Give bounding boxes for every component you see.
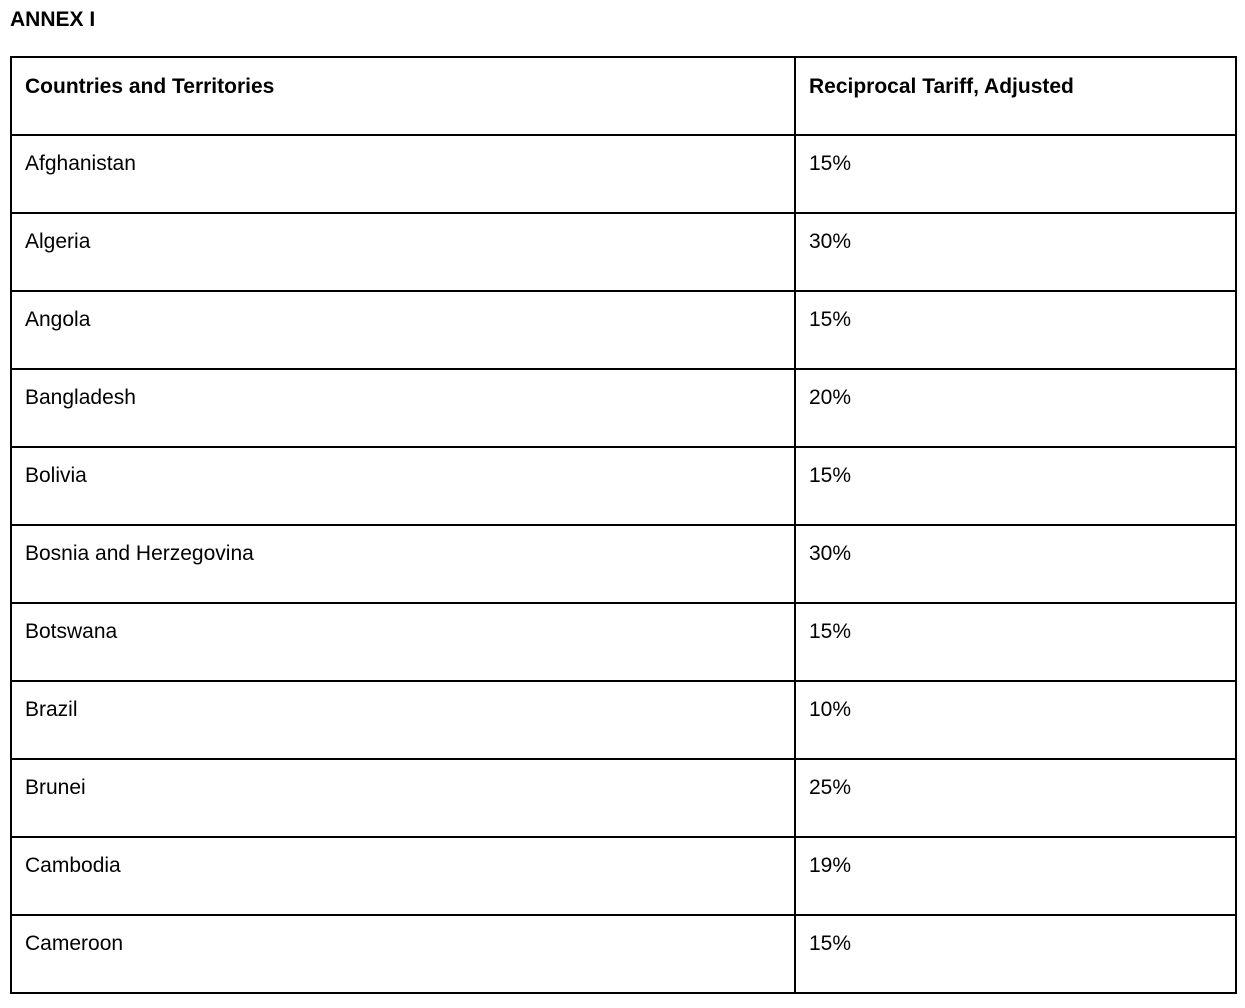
country-cell: Angola (11, 291, 795, 369)
tariff-cell: 15% (795, 915, 1236, 993)
column-header-tariff: Reciprocal Tariff, Adjusted (795, 57, 1236, 135)
country-cell: Botswana (11, 603, 795, 681)
table-row (11, 135, 1236, 213)
tariff-cell: 20% (795, 369, 1236, 447)
table-row (11, 369, 1236, 447)
table-row (11, 837, 1236, 915)
table-row (11, 291, 1236, 369)
country-cell: Bosnia and Herzegovina (11, 525, 795, 603)
country-cell: Cambodia (11, 837, 795, 915)
tariff-cell: 10% (795, 681, 1236, 759)
table-header-row (11, 57, 1236, 135)
country-cell: Algeria (11, 213, 795, 291)
table-row (11, 213, 1236, 291)
table-row (11, 447, 1236, 525)
country-cell: Bangladesh (11, 369, 795, 447)
country-cell: Brunei (11, 759, 795, 837)
tariff-cell: 30% (795, 213, 1236, 291)
table-row (11, 681, 1236, 759)
tariff-cell: 15% (795, 447, 1236, 525)
tariff-cell: 15% (795, 135, 1236, 213)
table-row (11, 525, 1236, 603)
country-cell: Bolivia (11, 447, 795, 525)
tariff-cell: 30% (795, 525, 1236, 603)
country-cell: Cameroon (11, 915, 795, 993)
page-title: ANNEX I (10, 8, 96, 31)
table-row (11, 915, 1236, 993)
table-row (11, 759, 1236, 837)
tariff-cell: 19% (795, 837, 1236, 915)
country-cell: Brazil (11, 681, 795, 759)
tariff-cell: 25% (795, 759, 1236, 837)
country-cell: Afghanistan (11, 135, 795, 213)
tariff-cell: 15% (795, 291, 1236, 369)
tariff-cell: 15% (795, 603, 1236, 681)
tariff-table (10, 56, 1237, 994)
table-row (11, 603, 1236, 681)
column-header-country: Countries and Territories (11, 57, 795, 135)
